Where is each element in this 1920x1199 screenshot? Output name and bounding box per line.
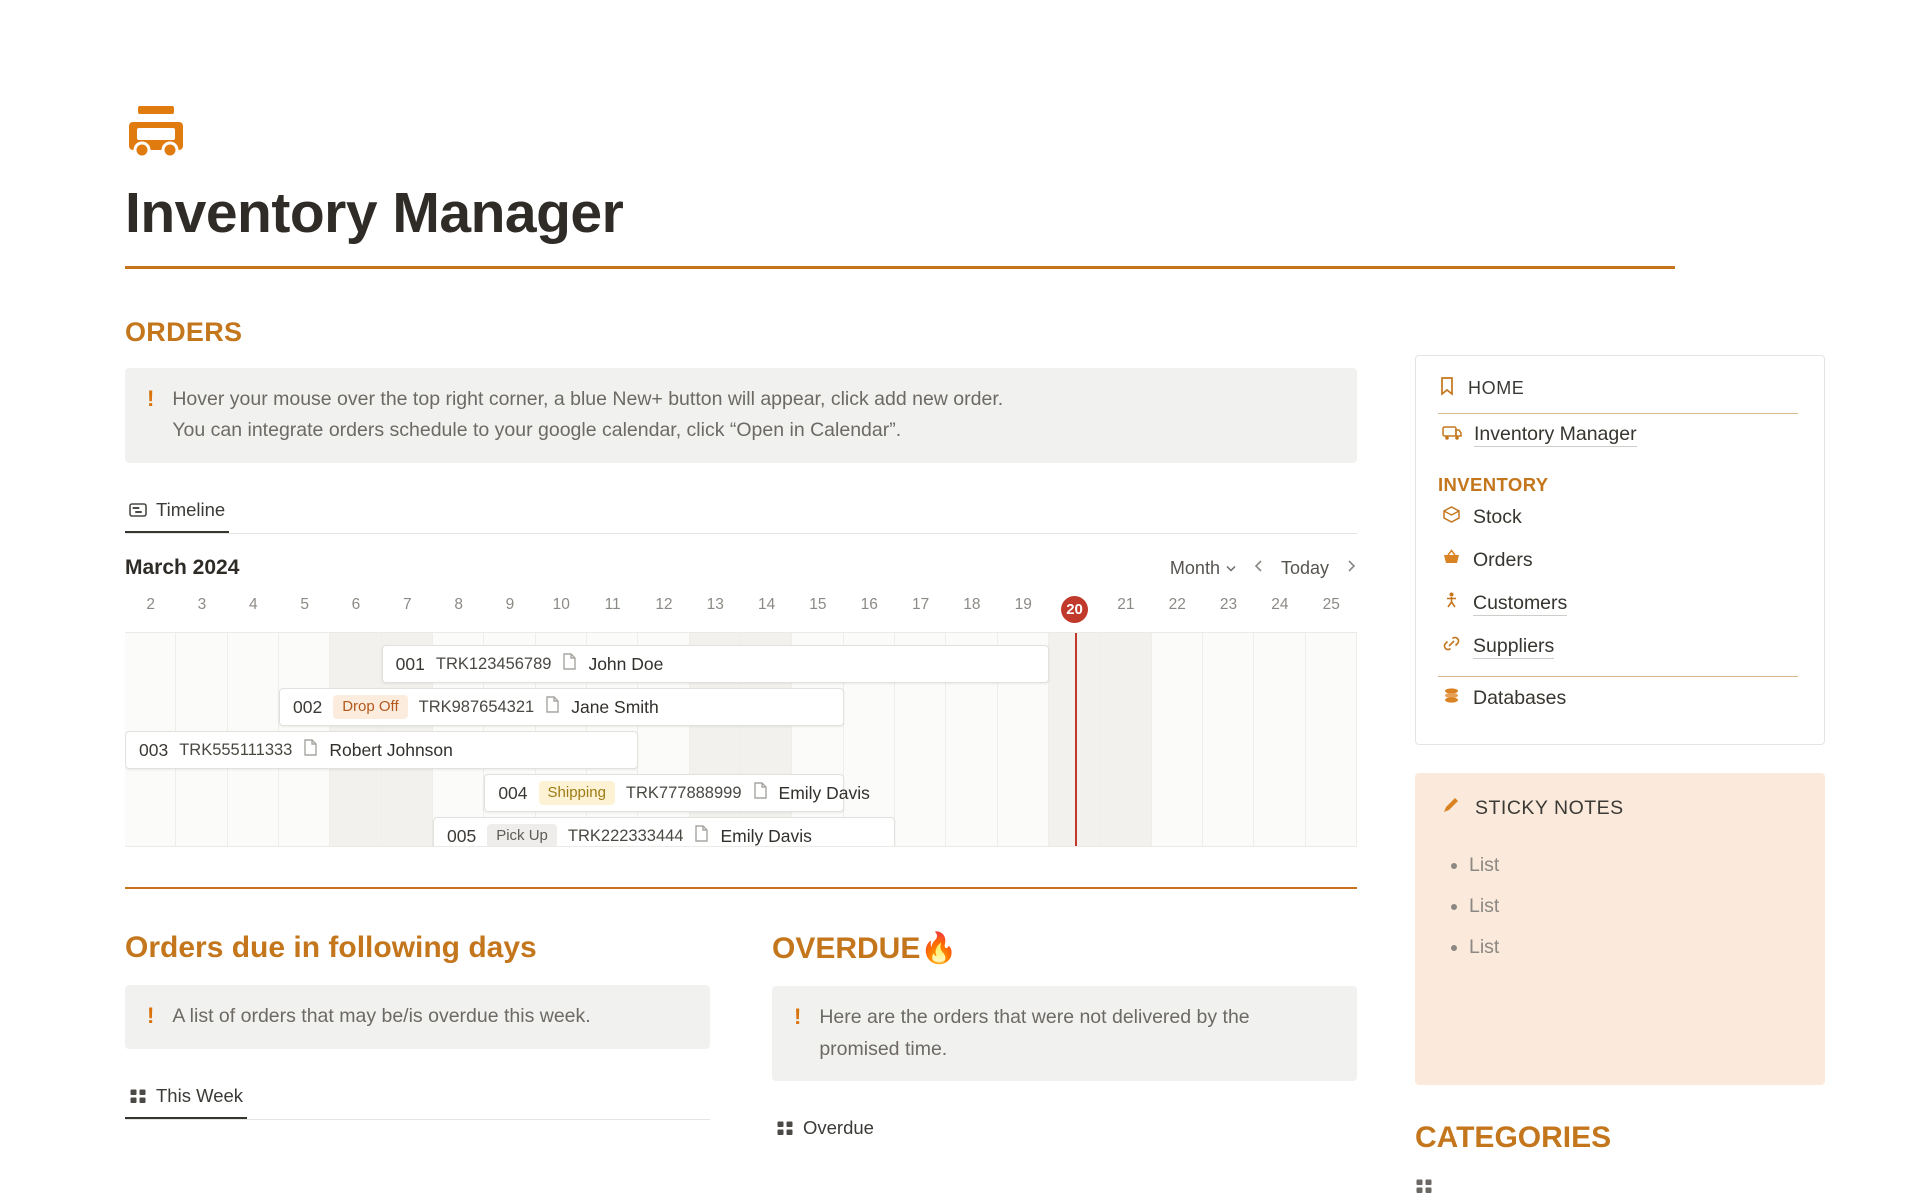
timeline-day: 17 <box>911 596 930 613</box>
timeline-day: 9 <box>505 596 515 613</box>
tracking-number: TRK987654321 <box>418 697 535 716</box>
status-badge: Pick Up <box>487 824 557 847</box>
tab-this-week-label: This Week <box>156 1084 244 1106</box>
pencil-icon <box>1441 795 1461 821</box>
customer-name: Jane Smith <box>571 696 659 717</box>
timeline-day: 22 <box>1168 596 1186 613</box>
navigation-card <box>1415 355 1825 745</box>
timeline-order-bar[interactable] <box>484 774 870 812</box>
document-icon <box>303 739 318 761</box>
timeline-day-ruler <box>125 596 1357 623</box>
timeline-order-bar[interactable] <box>433 817 895 847</box>
timeline-day: 3 <box>197 596 207 613</box>
sticky-notes-card <box>1415 773 1825 1085</box>
sidebar-item-suppliers-label: Suppliers <box>1473 634 1555 657</box>
timeline-header <box>125 556 1357 580</box>
document-icon <box>562 653 577 675</box>
database-icon <box>1442 686 1461 711</box>
exclamation-icon: ! <box>147 385 155 411</box>
status-badge: Shipping <box>539 781 615 805</box>
sidebar-item-stock-label: Stock <box>1473 506 1522 528</box>
timeline-day: 21 <box>1117 596 1135 613</box>
timeline-icon <box>129 501 147 519</box>
sidebar-item-databases-label: Databases <box>1473 687 1567 709</box>
timeline-column <box>1203 633 1254 846</box>
order-number: 002 <box>293 696 323 717</box>
box-icon <box>1442 505 1461 530</box>
due-soon-heading: Orders due in following days <box>125 931 537 964</box>
gallery-icon <box>776 1119 794 1137</box>
timeline-day: 16 <box>860 596 878 613</box>
timeline-day: 5 <box>300 596 309 613</box>
overdue-callout <box>772 986 1357 1081</box>
overdue-tabbar <box>772 1111 1357 1149</box>
overdue-callout-line1: Here are the orders that were not delivered by the <box>819 1006 1250 1028</box>
orders-callout <box>125 368 1357 463</box>
timeline-view-label: Month <box>1169 557 1220 578</box>
categories-heading: CATEGORIES <box>1415 1121 1612 1154</box>
document-icon <box>694 825 709 847</box>
timeline-day: 11 <box>604 596 621 613</box>
bookmark-icon <box>1438 376 1456 401</box>
timeline-day: 2 <box>146 596 155 613</box>
due-soon-callout <box>125 985 710 1049</box>
sidebar-item-orders-label: Orders <box>1473 549 1533 571</box>
gallery-icon <box>129 1087 147 1105</box>
sidebar-item-suppliers[interactable] <box>1438 625 1798 668</box>
due-soon-column <box>125 931 710 1149</box>
orders-callout-line2: You can integrate orders schedule to your google calendar, click “Open in Calendar”. <box>172 419 902 442</box>
timeline-grid[interactable] <box>125 632 1357 847</box>
timeline-day: 24 <box>1271 596 1289 613</box>
status-badge: Drop Off <box>333 695 407 719</box>
timeline-order-bar[interactable] <box>382 645 1049 683</box>
timeline-column <box>1254 633 1305 846</box>
tab-this-week[interactable] <box>125 1079 247 1119</box>
timeline-column <box>1100 633 1151 846</box>
link-icon <box>1442 634 1461 659</box>
customer-name: John Doe <box>588 653 664 674</box>
timeline-day-today: 20 <box>1049 596 1100 623</box>
exclamation-icon: ! <box>794 1004 802 1029</box>
timeline-controls <box>1170 558 1357 579</box>
timeline-day: 25 <box>1322 596 1340 613</box>
sidebar-item-inventory-manager[interactable] <box>1438 414 1798 456</box>
tracking-number: TRK222333444 <box>567 826 684 845</box>
overdue-heading: OVERDUE🔥 <box>772 932 958 965</box>
timeline-day: 10 <box>552 596 570 613</box>
chevron-down-icon <box>1225 558 1237 579</box>
chevron-left-icon[interactable] <box>1253 558 1265 578</box>
main-content <box>125 100 1355 1149</box>
order-number: 005 <box>447 825 477 846</box>
home-header <box>1438 376 1798 414</box>
timeline-column <box>1152 633 1203 846</box>
timeline-month: March 2024 <box>125 556 240 579</box>
chevron-right-icon[interactable] <box>1345 558 1357 578</box>
timeline-day: 14 <box>757 596 776 613</box>
document-icon <box>753 782 768 804</box>
timeline-today-marker <box>1075 632 1077 846</box>
overdue-column <box>772 931 1357 1149</box>
orders-callout-line1: Hover your mouse over the top right corner, a blue New+ button will appear, click add new order. <box>172 387 1004 410</box>
tracking-number: TRK123456789 <box>435 654 552 673</box>
tab-timeline-label: Timeline <box>156 499 226 520</box>
due-soon-tabbar <box>125 1079 710 1120</box>
basket-icon <box>1442 548 1461 573</box>
page-title: Inventory Manager <box>125 181 624 245</box>
tracking-number: TRK777888999 <box>625 783 742 802</box>
customer-name: Emily Davis <box>778 782 870 803</box>
timeline-view-select[interactable] <box>1170 558 1237 579</box>
timeline-day: 12 <box>655 596 673 613</box>
timeline-day: 6 <box>351 596 361 613</box>
sidebar-item-orders[interactable] <box>1438 539 1798 582</box>
home-label: HOME <box>1468 378 1525 398</box>
sidebar-item-stock[interactable] <box>1438 496 1798 539</box>
order-number: 004 <box>498 782 528 803</box>
timeline-day: 4 <box>249 596 258 613</box>
sidebar-item-customers[interactable] <box>1438 582 1798 625</box>
timeline-today-button[interactable]: Today <box>1280 557 1329 578</box>
sticky-notes-list <box>1441 845 1799 968</box>
tab-overdue[interactable] <box>772 1111 878 1149</box>
timeline-day: 13 <box>706 596 724 613</box>
sidebar-item-inventory-manager-label: Inventory Manager <box>1474 423 1637 445</box>
inventory-group-label: INVENTORY <box>1438 474 1549 495</box>
sticky-notes-title: STICKY NOTES <box>1475 796 1624 819</box>
gallery-icon <box>1415 1177 1825 1199</box>
tab-overdue-label: Overdue <box>803 1117 874 1139</box>
right-sidebar <box>1415 355 1825 1199</box>
list-item[interactable]: • List <box>1469 927 1799 968</box>
tracking-number: TRK555111333 <box>179 740 293 759</box>
timeline-day: 23 <box>1219 596 1238 613</box>
orders-divider <box>125 887 1357 889</box>
sidebar-item-databases[interactable] <box>1438 677 1798 720</box>
order-number: 003 <box>139 739 169 760</box>
document-icon <box>545 696 560 718</box>
bottom-columns <box>125 931 1357 1149</box>
timeline-day: 19 <box>1014 596 1032 613</box>
exclamation-icon: ! <box>147 1003 155 1028</box>
truck-small-icon <box>1442 423 1462 447</box>
order-number: 001 <box>395 653 425 674</box>
timeline-day: 18 <box>963 596 981 613</box>
customer-name: Emily Davis <box>720 825 812 846</box>
timeline-column <box>1306 633 1357 846</box>
timeline-day: 15 <box>809 596 827 613</box>
list-item[interactable]: • List <box>1469 886 1799 927</box>
list-item[interactable]: • List <box>1469 845 1799 886</box>
timeline-order-bar[interactable] <box>125 731 638 769</box>
orders-tabbar <box>125 493 1357 534</box>
timeline-day: 7 <box>402 596 412 613</box>
title-divider <box>125 266 1675 269</box>
due-soon-callout-text: A list of orders that may be/is overdue this week. <box>172 1005 591 1027</box>
customer-name: Robert Johnson <box>329 739 453 760</box>
orders-heading: ORDERS <box>125 316 243 347</box>
sticky-notes-header <box>1441 795 1799 821</box>
person-icon <box>1442 591 1461 616</box>
truck-icon <box>125 100 187 162</box>
timeline-order-bar[interactable] <box>279 688 844 726</box>
tab-timeline[interactable] <box>125 493 229 533</box>
sidebar-item-customers-label: Customers <box>1473 591 1568 614</box>
overdue-callout-line2: promised time. <box>819 1037 948 1060</box>
timeline-day: 8 <box>454 596 463 613</box>
